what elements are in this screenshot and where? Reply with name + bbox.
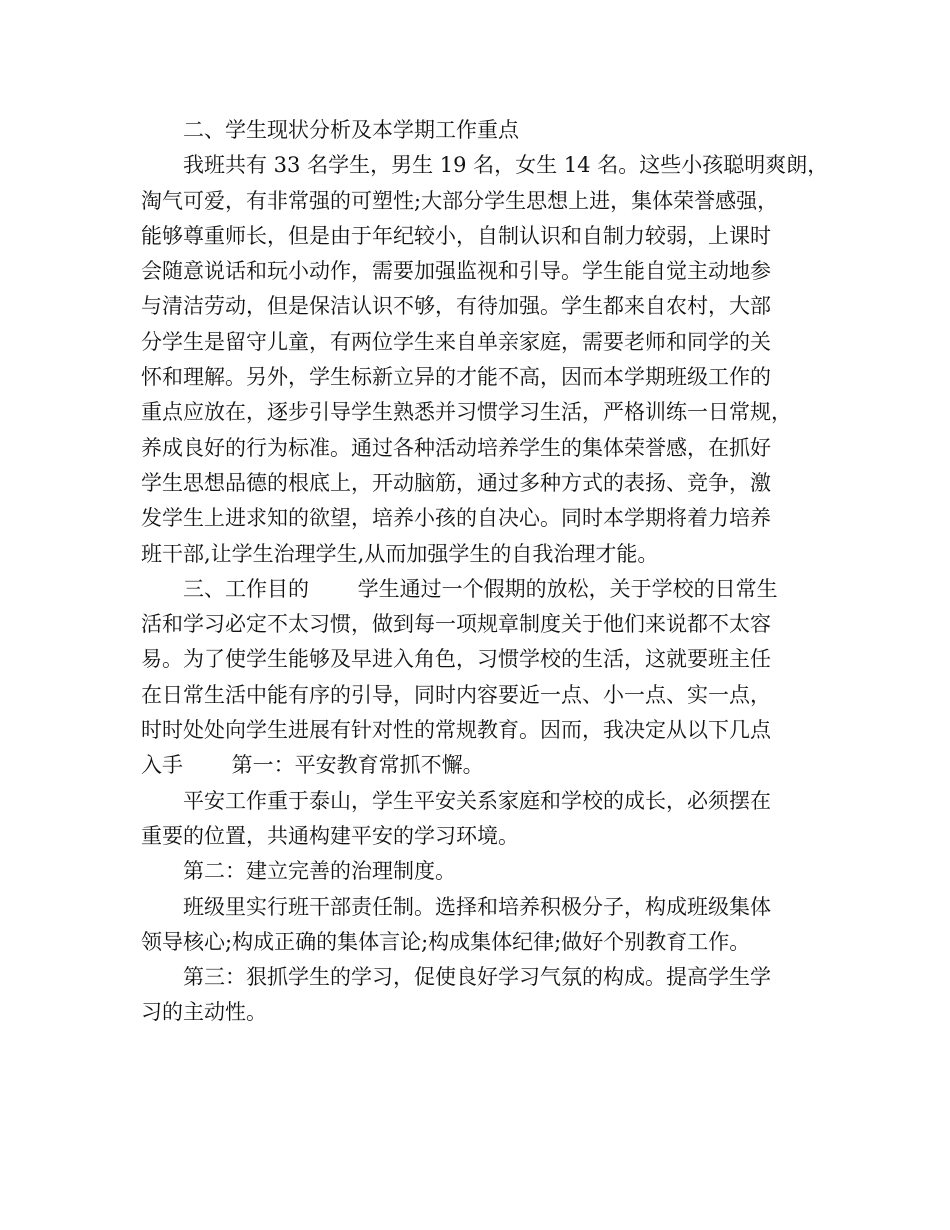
subheading-third: 第三：狠抓学生的学习，促使良好学习气氛的构成。提高学生学 — [141, 965, 771, 990]
text-line: 时时处处向学生进展有针对性的常规教育。因而，我决定从以下几点 — [141, 718, 771, 743]
text-line: 班干部,让学生治理学生,从而加强学生的自我治理才能。 — [141, 541, 659, 566]
text-line: 重要的位置，共通构建平安的学习环境。 — [141, 823, 519, 848]
text-line: 习的主动性。 — [141, 1000, 267, 1025]
text-line: 易。为了使学生能够及早进入角色，习惯学校的生活，这就要班主任 — [141, 647, 771, 672]
section-heading-2: 二、学生现状分析及本学期工作重点 — [141, 118, 519, 142]
section-heading-3: 三、工作目的 学生通过一个假期的放松，关于学校的日常生 — [141, 576, 778, 601]
text-line: 与清洁劳动，但是保洁认识不够，有待加强。学生都来自农村，大部 — [141, 294, 771, 319]
text-line: 活和学习必定不太习惯，做到每一项规章制度关于他们来说都不太容 — [141, 612, 771, 637]
text-line: 会随意说话和玩小动作，需要加强监视和引导。学生能自觉主动地参 — [141, 259, 771, 284]
text-line: 我班共有 33 名学生，男生 19 名，女生 14 名。这些小孩聪明爽朗， — [141, 153, 829, 178]
text-line: 入手 第一：平安教育常抓不懈。 — [141, 753, 484, 778]
text-line: 领导核心;构成正确的集体言论;构成集体纪律;做好个别教育工作。 — [141, 929, 751, 954]
subheading-second: 第二：建立完善的治理制度。 — [141, 859, 456, 884]
text-line: 发学生上进求知的欲望，培养小孩的自决心。同时本学期将着力培养 — [141, 506, 771, 531]
text-line: 班级里实行班干部责任制。选择和培养积极分子，构成班级集体 — [141, 894, 771, 919]
text-line: 在日常生活中能有序的引导，同时内容要近一点、小一点、实一点， — [141, 682, 771, 707]
document-body — [141, 113, 841, 1031]
text-line: 养成良好的行为标准。通过各种活动培养学生的集体荣誉感，在抓好 — [141, 435, 771, 460]
text-line: 分学生是留守儿童，有两位学生来自单亲家庭，需要老师和同学的关 — [141, 329, 771, 354]
text-line: 重点应放在，逐步引导学生熟悉并习惯学习生活，严格训练一日常规， — [141, 400, 792, 425]
text-line: 平安工作重于泰山，学生平安关系家庭和学校的成长，必须摆在 — [141, 788, 771, 813]
text-line: 学生思想品德的根底上，开动脑筋，通过多种方式的表扬、竞争，激 — [141, 470, 771, 495]
text-line: 淘气可爱，有非常强的可塑性;大部分学生思想上进，集体荣誉感强， — [141, 188, 779, 213]
text-line: 怀和理解。另外，学生标新立异的才能不高，因而本学期班级工作的 — [141, 365, 771, 390]
text-line: 能够尊重师长，但是由于年纪较小，自制认识和自制力较弱，上课时 — [141, 223, 771, 248]
